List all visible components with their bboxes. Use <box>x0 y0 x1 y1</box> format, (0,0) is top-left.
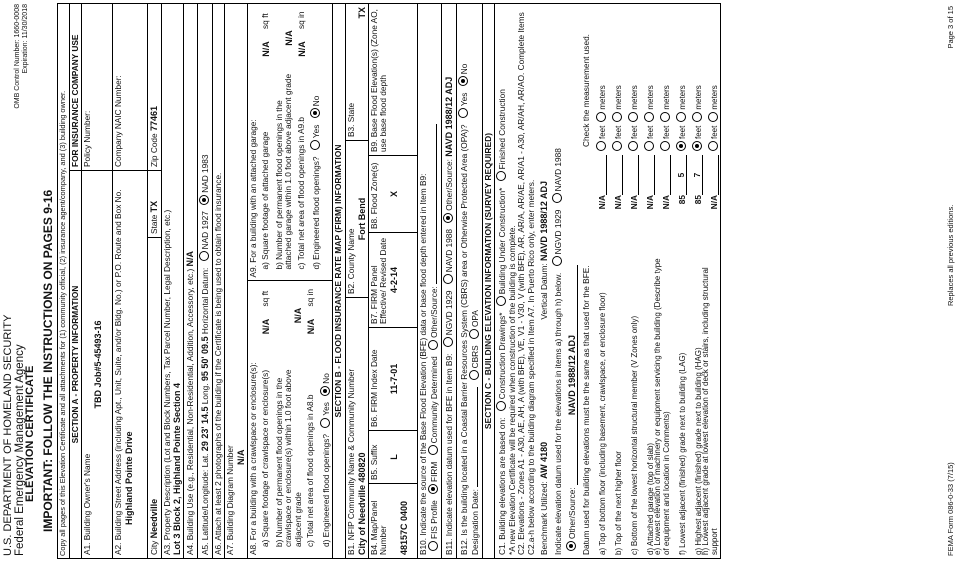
form-body <box>57 3 721 559</box>
a4-row <box>183 4 197 558</box>
a8d-no-label: No <box>320 373 331 384</box>
meters-label: meters <box>598 85 608 110</box>
feet-label: feet <box>678 125 688 139</box>
b4-b9-row <box>368 4 417 558</box>
b1-row <box>346 4 368 558</box>
a8d-yes-label: Yes <box>320 402 331 416</box>
meters-radio[interactable] <box>692 112 702 122</box>
section-c-body <box>495 4 720 558</box>
a2-row <box>112 4 147 558</box>
form-number: FEMA Form 086-0-33 (7/15) <box>946 462 956 556</box>
a7-diagram-number[interactable]: N/A <box>235 449 246 465</box>
meters-label: meters <box>662 85 672 110</box>
city-value[interactable]: Needville <box>149 498 160 539</box>
b11-navd-radio[interactable] <box>443 274 453 284</box>
agency-dhs: U.S. DEPARTMENT OF HOMELAND SECURITY <box>2 314 14 556</box>
a9d-no-radio[interactable] <box>310 108 320 118</box>
b9-label: B9. Base Flood Elevation(s) (Zone AO, use base flood depth <box>368 9 389 152</box>
c-other-value[interactable]: NAVD 1988/12 ADJ <box>567 265 578 485</box>
c1-drawings-label: Construction Drawings* <box>497 312 508 400</box>
b12-yes-label: Yes <box>458 92 469 107</box>
form-header <box>0 0 40 562</box>
elevation-row <box>623 7 639 555</box>
a9-label: A9. For a building with an attached garage: <box>247 119 258 278</box>
a9a-unit: sq ft <box>260 13 271 29</box>
b11-other-label: Other/Source: <box>443 159 454 211</box>
meters-radio[interactable] <box>676 112 686 122</box>
c1-label: C1. Building elevations are based on: <box>497 417 508 555</box>
b1-label: B1. NFIP Community Name & Community Number <box>346 368 357 555</box>
elevation-decimal[interactable] <box>654 155 655 195</box>
vertical-datum-label: Vertical Datum: <box>539 263 550 320</box>
feet-radio[interactable] <box>628 141 638 151</box>
b3-state[interactable]: TX <box>356 7 367 19</box>
b6-index-date[interactable]: 11-7-01 <box>389 363 400 395</box>
elevation-row <box>655 7 671 555</box>
a9d-label: d) Engineered flood openings? <box>311 156 322 270</box>
feet-label: feet <box>630 125 640 139</box>
elevation-decimal[interactable] <box>670 155 671 195</box>
b11-ngvd-radio[interactable] <box>443 337 453 347</box>
feet-radio[interactable] <box>644 141 654 151</box>
c1-under-construction-radio[interactable] <box>496 296 506 306</box>
b5-label: B5. Suffix <box>368 444 379 480</box>
meters-label: meters <box>710 85 720 110</box>
elevation-row <box>671 7 687 555</box>
city-row <box>147 4 161 558</box>
cbrs-radio[interactable] <box>469 370 479 380</box>
a8-label: A8. For a building with a crawlspace or enclosure(s): <box>247 362 258 555</box>
a4-label: A4. Building Use (e.g., Residential, Non-Residential, Addition, Accessory, etc.) <box>185 268 196 555</box>
elevation-row-label: f) Lowest adjacent (finished) grade next to building (LAG) <box>678 352 688 555</box>
a8-a9-row <box>247 4 332 558</box>
elevation-decimal[interactable] <box>606 155 607 195</box>
meters-label: meters <box>646 85 656 110</box>
feet-label: feet <box>694 125 704 139</box>
important-note: IMPORTANT: FOLLOW THE INSTRUCTIONS ON PAGES 9-16 <box>41 189 55 532</box>
section-a-title: SECTION A - PROPERTY INFORMATION <box>70 170 82 558</box>
feet-label: feet <box>646 125 656 139</box>
a5-longitude[interactable]: 95 50' 09.5 <box>199 336 210 382</box>
a1-owner-name[interactable]: TBD Job#5-45493-16 <box>92 320 103 409</box>
a2-label: A2. Building Street Address (including Apt., Unit, Suite, and/or Bldg. No.) or P.O. Route and Box No. <box>113 189 124 555</box>
a2-street-address[interactable]: Highland Pointe Drive <box>123 431 134 525</box>
feet-radio[interactable] <box>596 141 606 151</box>
a8b-label: b) Number of permanent flood openings in the crawlspace or enclosure(s) within 1.0 foot above adjacent grade <box>273 369 303 547</box>
elevation-value[interactable]: N/A <box>644 195 655 210</box>
c-navd-label: NAVD 1988 <box>552 148 563 192</box>
a8a-value[interactable]: N/A <box>261 318 272 335</box>
b10-other-radio[interactable] <box>428 340 438 350</box>
a9a-value[interactable]: N/A <box>261 41 272 57</box>
a8d-no-radio[interactable] <box>320 386 330 396</box>
b12-row <box>456 4 482 558</box>
elevation-row-label: b) Top of the next higher floor <box>614 451 624 555</box>
elevation-row-label: g) Highest adjacent (finished) grade next to building (HAG) <box>694 347 704 555</box>
feet-radio[interactable] <box>660 141 670 151</box>
a9c-value[interactable]: N/A <box>296 41 307 57</box>
a9b-value[interactable]: N/A <box>283 30 294 46</box>
a9-block <box>248 4 332 281</box>
city-label: City <box>149 540 160 555</box>
feet-radio[interactable] <box>612 141 622 151</box>
state-label: State <box>149 214 160 234</box>
meters-radio[interactable] <box>628 112 638 122</box>
meters-radio[interactable] <box>596 112 606 122</box>
meters-radio[interactable] <box>612 112 622 122</box>
c-other-radio[interactable] <box>566 541 576 551</box>
c-other-label: Other/Source: <box>566 487 577 539</box>
a8c-value[interactable]: N/A <box>306 318 317 335</box>
a5-long-label: Long. <box>199 383 210 405</box>
b2-label: B2. County Name <box>346 228 357 294</box>
omb-expiration: Expiration: 11/30/2018 <box>22 4 30 74</box>
elevation-row-label: c) Bottom of the lowest horizontal structural member (V Zones only) <box>630 315 640 555</box>
elevation-row <box>607 7 623 555</box>
b5-suffix[interactable]: L <box>389 454 400 460</box>
a5-datum-label: Horizontal Datum: <box>199 267 210 335</box>
c-ngvd-radio[interactable] <box>552 256 562 266</box>
state-value[interactable]: TX <box>149 200 160 213</box>
b12-yes-radio[interactable] <box>458 108 468 118</box>
page-footer <box>947 6 956 556</box>
b11-navd-label: NAVD 1988 <box>443 229 454 273</box>
naic-number-field[interactable] <box>113 4 147 170</box>
a8d-yes-radio[interactable] <box>320 418 330 428</box>
elevation-decimal[interactable]: 5 <box>677 155 688 195</box>
a9d-no-label: No <box>311 95 322 107</box>
copy-note: Copy all pages of this Elevation Certificate and all attachments for (1) community official, (2) insurance agent/company, and (3) building owner. <box>58 90 67 556</box>
elevation-row-label: e) Lowest elevation of machinery or equipment servicing the building (Describe type of equipment and location in Comments) <box>653 258 672 555</box>
a8b-value[interactable]: N/A <box>293 307 304 324</box>
b2-county[interactable]: Fort Bend <box>356 197 367 241</box>
c1-drawings-radio[interactable] <box>496 401 506 411</box>
a1-row <box>81 4 112 558</box>
a5-latitude[interactable]: 29 23' 14.5 <box>199 406 210 452</box>
feet-radio[interactable] <box>676 141 686 151</box>
b7-label: B7. FIRM Panel Effective/ Revised Date <box>368 237 389 324</box>
a9c-unit: sq in <box>295 11 306 29</box>
designation-date-field[interactable] <box>477 387 478 487</box>
a3-property-description[interactable]: Lot 3 Block 2, Highland Pointe Section 4 <box>172 382 183 555</box>
elevation-decimal[interactable] <box>638 155 639 195</box>
check-measurement-label: Check the measurement used. <box>580 34 591 147</box>
elevation-value[interactable]: N/A <box>612 195 623 210</box>
a9d-yes-label: Yes <box>311 124 322 139</box>
a8c-label: c) Total net area of flood openings in A8.b <box>305 394 316 547</box>
a4-building-use[interactable]: N/A <box>185 250 196 267</box>
opa-label: OPA <box>470 310 481 328</box>
b7-effective-date[interactable]: 4-2-14 <box>388 267 399 294</box>
b10-label: B10. Indicate the source of the Base Flood Elevation (BFE) data or base flood depth entered in Item B9: <box>417 173 428 555</box>
meters-label: meters <box>614 85 624 110</box>
b10-other-label: Other/Source: <box>429 286 440 338</box>
a3-label: A3. Property Description (Lot and Block Numbers, Tax Parcel Number, Legal Description, etc.) <box>161 209 172 555</box>
c-ngvd-label: NGVD 1929 <box>552 209 563 255</box>
b10-community-label: Community Determined <box>429 356 440 444</box>
c-navd-radio[interactable] <box>552 193 562 203</box>
c1-finished-label: Finished Construction <box>497 89 508 170</box>
c2-elevation-items <box>591 7 719 555</box>
b10-other-field[interactable] <box>436 124 437 284</box>
c1-under-construction-label: Building Under Construction* <box>497 187 508 295</box>
elevation-row-label: d) Attached garage (top of slab) <box>646 442 656 555</box>
benchmark-value[interactable]: AW 4180 <box>539 441 550 479</box>
c1-finished-radio[interactable] <box>496 171 506 181</box>
b10-community-radio[interactable] <box>428 445 438 455</box>
a8d-label: d) Engineered flood openings? <box>320 433 331 547</box>
elevation-row <box>703 7 719 555</box>
b8-label: B8. Flood Zone(s) <box>368 162 379 229</box>
feet-radio[interactable] <box>692 141 702 151</box>
a6-row <box>212 4 225 558</box>
designation-date-label: Designation Date: <box>470 489 481 555</box>
feet-label: feet <box>614 125 624 139</box>
zip-value[interactable]: 77461 <box>149 105 160 132</box>
elevation-decimal[interactable] <box>718 155 719 195</box>
c1-note: *A new Elevation Certificate will be required when construction of the building is complete. <box>506 225 517 555</box>
insurance-company-use: FOR INSURANCE COMPANY USE <box>69 34 80 167</box>
b4-label: B4. Map/Panel Number <box>368 500 389 555</box>
feet-radio[interactable] <box>708 141 718 151</box>
cbrs-label: CBRS <box>470 345 481 369</box>
b11-ngvd-label: NGVD 1929 <box>443 290 454 336</box>
omb-info <box>14 4 30 109</box>
b11-label: B11. Indicate elevation datum used for BFE in Item B9: <box>443 353 454 555</box>
a9b-label: b) Number of permanent flood openings in the attached garage within 1.0 foot above adjacent grade <box>273 73 294 270</box>
a8c-unit: sq in <box>305 288 316 307</box>
datum-note: Datum used for building elevations must be the same as that used for the BFE. <box>580 265 591 555</box>
copy-row <box>58 4 69 558</box>
datum-indicate-label: Indicate elevation datum used for the elevations in items a) through h) below. <box>552 272 563 555</box>
feet-label: feet <box>662 125 672 139</box>
elevation-row-label: a) Top of bottom floor (including basement, crawlspace, or enclosure floor) <box>598 292 608 555</box>
a8a-label: a) Square footage of crawlspace or enclosure(s) <box>260 369 271 547</box>
b8-flood-zone[interactable]: X <box>389 191 400 198</box>
section-a-header-row <box>69 4 82 558</box>
page-number: Page 3 of 15 <box>946 6 956 49</box>
elevation-value[interactable]: 85 <box>692 195 703 205</box>
a3-row <box>161 4 184 558</box>
b12-no-radio[interactable] <box>458 76 468 86</box>
b10-row <box>417 4 441 558</box>
section-c-title: SECTION C - BUILDING ELEVATION INFORMATION (SURVEY REQUIRED) <box>482 4 496 558</box>
b11-other-radio[interactable] <box>443 213 453 223</box>
section-b-title: SECTION B - FLOOD INSURANCE RATE MAP (FIRM) INFORMATION <box>332 4 346 558</box>
agency-fema: Federal Emergency Management Agency <box>14 344 26 556</box>
elevation-row <box>591 7 607 555</box>
meters-label: meters <box>694 85 704 110</box>
a7-label: A7. Building Diagram Number <box>225 445 236 555</box>
elevation-value[interactable]: N/A <box>708 195 719 210</box>
a6-label: A6. Attach at least 2 photographs of the building if the Certificate is being used to obtain flood insurance. <box>212 172 223 555</box>
benchmark-label: Benchmark Utilized: <box>539 481 550 555</box>
a9d-yes-radio[interactable] <box>310 140 320 150</box>
c2-label: C2. Elevations - Zones A1 - A30, AE, AH, A (with BFE), VE, V1 - V30, V (with BFE), AR, AR/A, AR/AE, AR/A1 - A30, AR/AH, AR/AO. Complete Items C2.a-h below according to the building diagram specified in Item A7. In Puerto Rico only, enter meters. <box>516 12 536 555</box>
meters-label: meters <box>630 85 640 110</box>
nad1983-label: NAD 1983 <box>199 154 210 193</box>
a1-label: A1. Building Owner's Name <box>82 453 93 555</box>
meters-radio[interactable] <box>644 112 654 122</box>
b10-firm-radio[interactable] <box>428 484 438 494</box>
b4-map-panel[interactable]: 48157C 0400 <box>398 500 409 555</box>
meters-label: meters <box>678 85 688 110</box>
elevation-value[interactable]: N/A <box>660 195 671 210</box>
b3-label: B3. State <box>346 102 357 137</box>
b10-fis-label: FIS Profile <box>429 500 440 539</box>
omb-control: OMB Control Number: 1660-0008 <box>14 4 21 109</box>
a7-row <box>224 4 247 558</box>
a5-label: A5. Latitude/Longitude: Lat. <box>199 453 210 555</box>
b1-community[interactable]: City of Needville 480820 <box>356 452 367 555</box>
elevation-value[interactable]: N/A <box>596 195 607 210</box>
elevation-value[interactable]: N/A <box>628 195 639 210</box>
b10-fis-radio[interactable] <box>428 541 438 551</box>
replaces-note: Replaces all previous editions. <box>946 204 956 307</box>
opa-radio[interactable] <box>469 329 479 339</box>
a8-block <box>248 281 332 559</box>
elevation-decimal[interactable]: 7 <box>693 155 704 195</box>
a9c-label: c) Total net area of flood openings in A9.b <box>295 116 306 270</box>
policy-label: Policy Number: <box>82 110 93 167</box>
a5-row <box>197 4 212 558</box>
elevation-decimal[interactable] <box>622 155 623 195</box>
nad1983-radio[interactable] <box>199 195 209 205</box>
b6-label: B6. FIRM Index Date <box>368 349 379 427</box>
a9a-label: a) Square footage of attached garage <box>260 131 271 270</box>
zip-label: Zip Code <box>149 133 160 167</box>
elevation-row-label: h) Lowest adjacent grade at lowest elevation of deck or stairs, including structural support <box>701 267 720 555</box>
form-title: ELEVATION CERTIFICATE <box>24 365 36 502</box>
b11-other-value[interactable]: NAVD 1988/12 ADJ <box>443 76 454 157</box>
nad1927-label: NAD 1927 <box>199 211 210 250</box>
elevation-value[interactable]: 85 <box>676 195 687 205</box>
feet-label: feet <box>598 125 608 139</box>
naic-label: Company NAIC Number: <box>113 75 124 167</box>
b12-label: B12. Is the building located in a Coastal Barrier Resources System (CBRS) area or Otherwise Protected Area (OPA)? <box>458 124 469 555</box>
vertical-datum-value[interactable]: NAVD 1988/12 ADJ <box>539 180 550 261</box>
b10-firm-label: FIRM <box>429 461 440 482</box>
a8a-unit: sq ft <box>260 290 271 307</box>
b12-no-label: No <box>458 63 469 75</box>
policy-number-field[interactable] <box>82 4 112 170</box>
feet-label: feet <box>710 125 720 139</box>
b11-row <box>441 4 456 558</box>
meters-radio[interactable] <box>660 112 670 122</box>
nad1927-radio[interactable] <box>199 251 209 261</box>
meters-radio[interactable] <box>708 112 718 122</box>
